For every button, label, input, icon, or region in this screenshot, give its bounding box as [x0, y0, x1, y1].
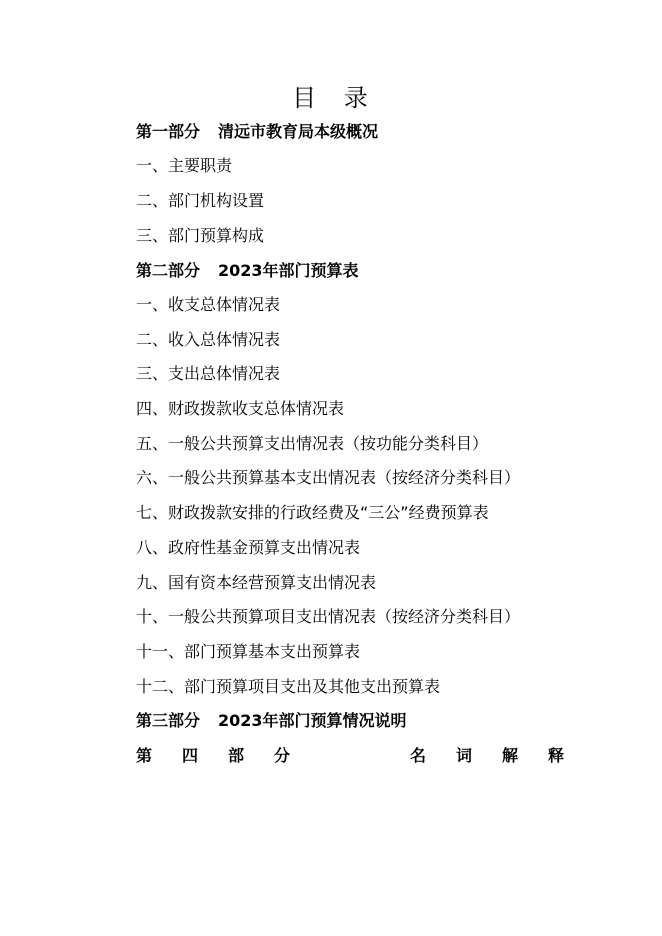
toc-title: 目 录 — [292, 84, 378, 112]
toc-item: 九、国有资本经营预算支出情况表 — [136, 573, 377, 592]
toc-item: 五、一般公共预算支出情况表（按功能分类科目） — [136, 434, 489, 453]
toc-part-4 — [136, 746, 564, 766]
part-4-char: 名 — [409, 746, 426, 765]
part-4-char: 分 — [274, 746, 291, 765]
toc-item: 三、支出总体情况表 — [136, 364, 281, 383]
toc-part-3 — [136, 711, 407, 731]
part-2-name: 2023年部门预算表 — [218, 261, 359, 280]
part-3-label: 第三部分 — [136, 711, 201, 730]
part-1-label: 第一部分 — [136, 122, 201, 141]
part-4-char: 释 — [547, 746, 564, 765]
toc-item: 四、财政拨款收支总体情况表 — [136, 399, 345, 418]
toc-item: 十二、部门预算项目支出及其他支出预算表 — [136, 677, 441, 696]
toc-item: 十、一般公共预算项目支出情况表（按经济分类科目） — [136, 607, 521, 626]
toc-item: 七、财政拨款安排的行政经费及“三公”经费预算表 — [136, 503, 489, 522]
part-2-label: 第二部分 — [136, 261, 201, 280]
toc-item: 三、部门预算构成 — [136, 226, 265, 245]
toc-item: 八、政府性基金预算支出情况表 — [136, 538, 361, 557]
part-4-char: 第 — [136, 746, 153, 765]
toc-item: 二、部门机构设置 — [136, 191, 265, 210]
part-4-spacer — [320, 746, 380, 766]
part-1-name: 清远市教育局本级概况 — [218, 122, 379, 141]
toc-item: 六、一般公共预算基本支出情况表（按经济分类科目） — [136, 468, 521, 487]
toc-item: 二、收入总体情况表 — [136, 330, 281, 349]
part-4-char: 词 — [455, 746, 472, 765]
part-3-name: 2023年部门预算情况说明 — [218, 711, 407, 730]
toc-item: 一、主要职责 — [136, 156, 233, 175]
part-4-char: 解 — [501, 746, 518, 765]
toc-part-1 — [136, 122, 378, 142]
toc-item: 十一、部门预算基本支出预算表 — [136, 642, 361, 661]
part-4-char: 部 — [228, 746, 245, 765]
toc-item: 一、收支总体情况表 — [136, 295, 281, 314]
part-4-char: 四 — [182, 746, 199, 765]
toc-part-2 — [136, 261, 359, 281]
